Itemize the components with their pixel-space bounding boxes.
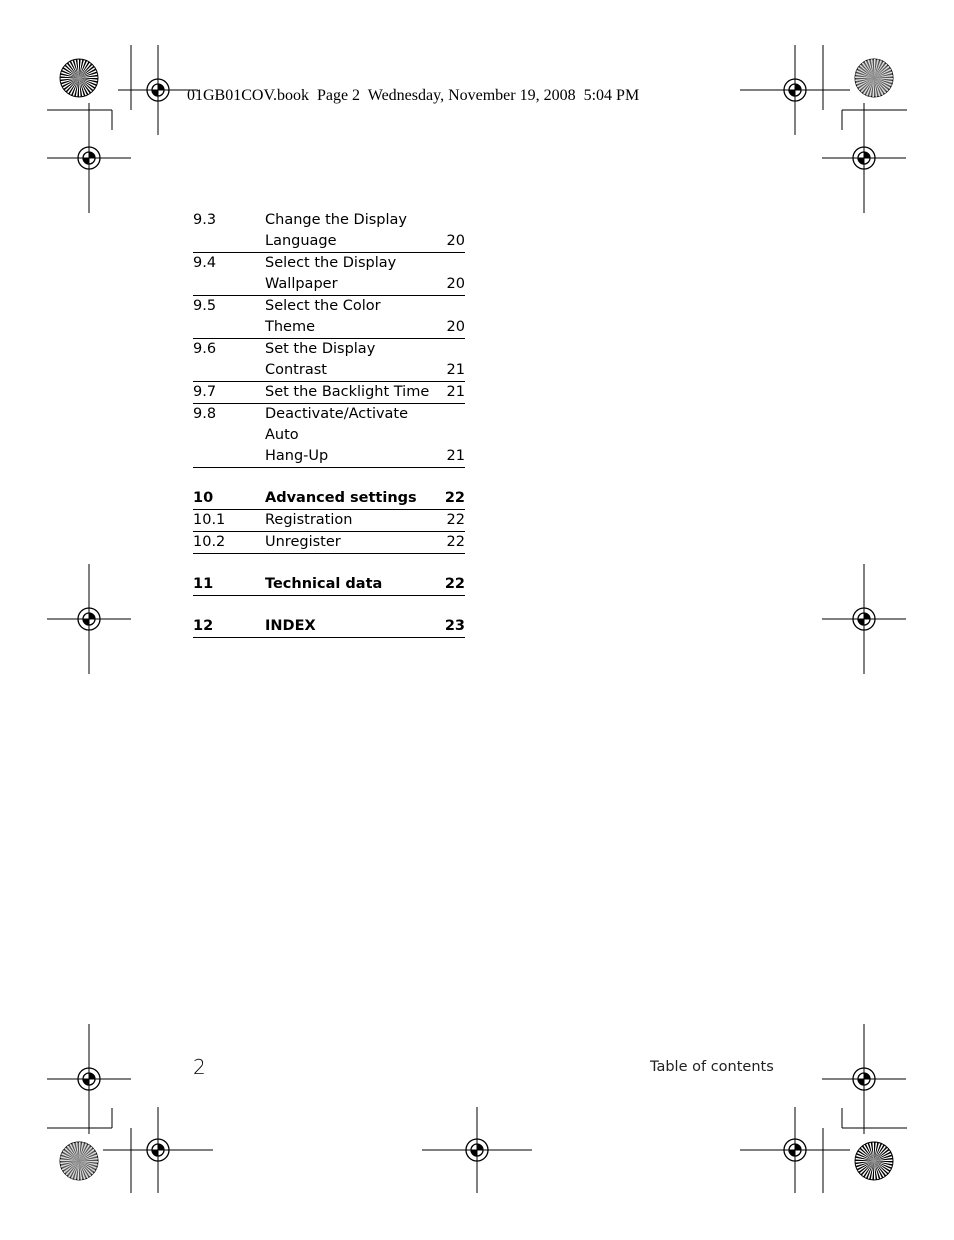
toc-number: 10.1 [193, 512, 226, 528]
toc-number: 9.5 [193, 298, 217, 314]
footer-section-title: Table of contents [650, 1059, 774, 1075]
toc-page-number: 22 [444, 490, 465, 506]
toc-page-number: 21 [446, 384, 465, 400]
toc-number: 9.7 [193, 384, 217, 400]
toc-title [265, 574, 431, 595]
table-of-contents [193, 210, 465, 638]
toc-title [265, 488, 431, 509]
toc-title [265, 510, 431, 531]
registration-mark [822, 103, 906, 213]
registration-mark [740, 45, 850, 135]
registration-mark [103, 1107, 213, 1193]
toc-title [265, 296, 431, 338]
toc-number: 9.6 [193, 341, 217, 357]
toc-page-number: 20 [446, 319, 465, 335]
toc-page-number: 20 [446, 233, 465, 249]
toc-number: 10.2 [193, 534, 226, 550]
star-target-mark [855, 1142, 893, 1180]
toc-number: 9.4 [193, 255, 217, 271]
toc-row [193, 532, 465, 554]
toc-row [193, 296, 465, 339]
star-target-mark [60, 1142, 98, 1180]
toc-number: 10 [193, 490, 214, 506]
toc-number: 9.8 [193, 406, 217, 422]
toc-page-number: 21 [446, 448, 465, 464]
toc-title-line: Deactivate/Activate Auto [265, 406, 409, 443]
toc-title [265, 616, 431, 637]
toc-row [193, 339, 465, 382]
registration-mark [47, 1024, 131, 1134]
toc-title-line: INDEX [265, 618, 316, 634]
toc-chapter-row [193, 574, 465, 596]
toc-title-line: Hang-Up [265, 448, 329, 464]
toc-page-number: 21 [446, 362, 465, 378]
toc-row [193, 404, 465, 468]
toc-title-line: Language [265, 233, 337, 249]
toc-title [265, 253, 431, 295]
toc-page-number: 22 [444, 576, 465, 592]
toc-page-number: 22 [446, 534, 465, 550]
star-target-mark [60, 59, 98, 97]
toc-title-line: Set the Backlight Time [265, 384, 430, 400]
toc-number: 9.3 [193, 212, 217, 228]
toc-title [265, 382, 431, 403]
toc-title-line: Registration [265, 512, 353, 528]
print-header: 01GB01COV.book Page 2 Wednesday, November 19, 2008 5:04 PM [187, 87, 640, 104]
registration-mark [822, 564, 906, 674]
toc-title-line: Select the Display [265, 255, 397, 271]
registration-mark [822, 1024, 906, 1134]
registration-mark [740, 1107, 850, 1193]
registration-mark [118, 45, 198, 135]
toc-row [193, 382, 465, 404]
toc-title [265, 339, 431, 381]
toc-title-line: Change the Display [265, 212, 407, 228]
toc-title-line: Unregister [265, 534, 341, 550]
page-number: 2 [193, 1055, 206, 1079]
toc-title-line: Advanced settings [265, 490, 417, 506]
toc-title-line: Select the Color Theme [265, 298, 381, 335]
toc-title [265, 532, 431, 553]
toc-title [265, 210, 431, 252]
toc-chapter-row [193, 488, 465, 510]
toc-row [193, 210, 465, 253]
registration-mark [47, 103, 131, 213]
toc-title-line: Wallpaper [265, 276, 338, 292]
star-target-mark [855, 59, 893, 97]
toc-title [265, 404, 431, 467]
registration-mark [422, 1107, 532, 1193]
registration-mark [47, 564, 131, 674]
toc-title-line: Set the Display Contrast [265, 341, 376, 378]
toc-page-number: 23 [444, 618, 465, 634]
toc-chapter-row [193, 616, 465, 638]
toc-page-number: 22 [446, 512, 465, 528]
toc-row [193, 253, 465, 296]
toc-number: 11 [193, 576, 214, 592]
toc-page-number: 20 [446, 276, 465, 292]
toc-row [193, 510, 465, 532]
toc-title-line: Technical data [265, 576, 383, 592]
toc-number: 12 [193, 618, 214, 634]
